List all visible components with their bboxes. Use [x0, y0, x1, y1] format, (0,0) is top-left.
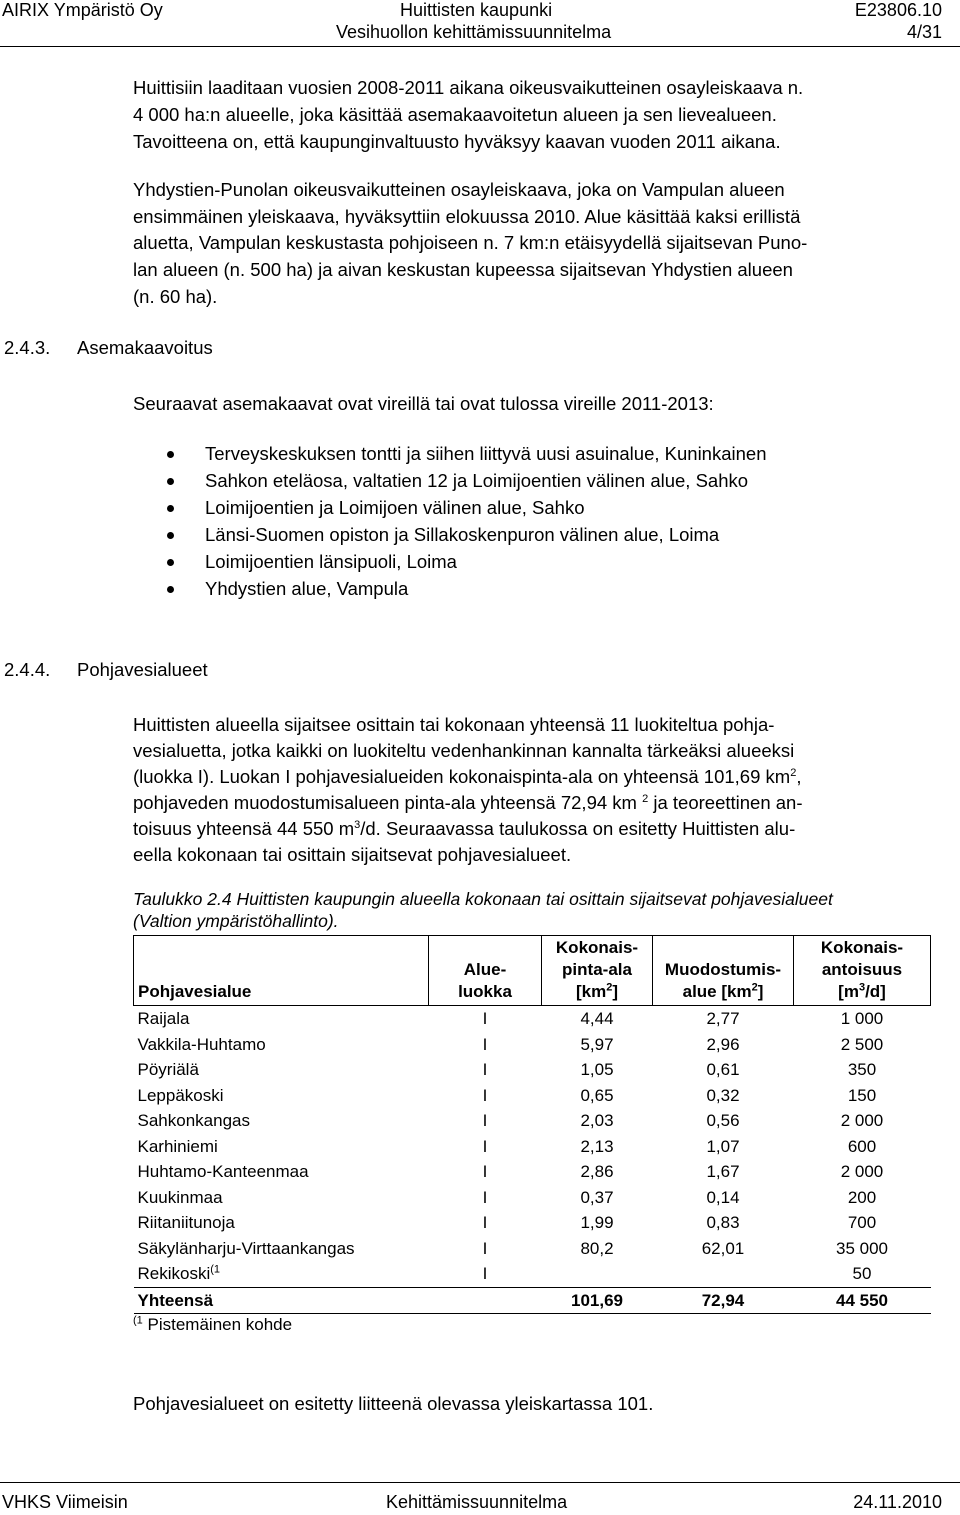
list-item [163, 521, 766, 548]
paragraph-line: aluetta, Vampulan keskustasta pohjoiseen n. 7 km:n etäisyydellä sijaitsevan Puno- [133, 232, 808, 253]
bullet-icon [167, 478, 174, 485]
section-244-title: Pohjavesialueet [77, 659, 208, 680]
table-row: Leppäkoski I 0,65 0,32 150 [137, 1085, 877, 1105]
footer-rule [0, 1482, 960, 1483]
list-item-text: Länsi-Suomen opiston ja Sillakoskenpuron välinen alue, Loima [205, 524, 720, 545]
table-row: Huhtamo-Kanteenmaa I 2,86 1,67 2 000 [137, 1162, 884, 1181]
list-item-text: Loimijoentien länsipuoli, Loima [205, 551, 457, 572]
header-right-line2: 4/31 [906, 22, 942, 42]
section-243-title: Asemakaavoitus [77, 337, 213, 358]
header-right-line1: E23806.10 [854, 0, 942, 20]
col-header-class: Alue- luokka [429, 936, 542, 1006]
closing-sentence: Pohjavesialueet on esitetty liitteenä olevassa yleiskartassa 101. [133, 1393, 654, 1414]
footer-center: Kehittämissuunnitelma [386, 1492, 568, 1512]
section-244-number: 2.4.4. [4, 659, 51, 680]
header-center-line1: Huittisten kaupunki [400, 0, 553, 20]
groundwater-table [133, 935, 931, 1314]
table-row: Vakkila-Huhtamo I 5,97 2,96 2 500 [137, 1034, 884, 1054]
paragraph-line: pohjaveden muodostumisalueen pinta-ala yhteensä 72,94 km $^2$ ja teoreettinen an- [133, 792, 803, 813]
paragraph-line: (luokka I). Luokan I pohjavesialueiden kokonaispinta-ala on yhteensä 101,69 $km^2$, [133, 766, 802, 787]
header-left: AIRIX Ympäristö Oy [2, 0, 163, 20]
list-item [163, 440, 766, 467]
paragraph-line: Huittisten alueella sijaitsee osittain tai kokonaan yhteensä 11 luokiteltua pohja- [133, 714, 775, 735]
col-header-formation: Muodostumis- alue $[km^2]$ [653, 936, 794, 1006]
list-item [163, 467, 766, 494]
col-header-name: Pohjavesialue [134, 936, 429, 1006]
table-total-row: Yhteensä 101,69 72,94 44 550 [134, 1287, 931, 1314]
table-row: Riitaniitunoja I 1,99 0,83 700 [137, 1213, 877, 1232]
bullet-icon [167, 586, 174, 593]
paragraph-line: ensimmäinen yleiskaava, hyväksyttiin elokuussa 2010. Alue käsittää kaksi erillistä [133, 206, 801, 227]
section-243-intro: Seuraavat asemakaavat ovat vireillä tai ovat tulossa vireille 2011-2013: [133, 393, 714, 414]
header-center-line2: Vesihuollon kehittämissuunnitelma [336, 22, 612, 42]
list-item-text: Loimijoentien ja Loimijoen välinen alue, Sahko [205, 497, 585, 518]
paragraph-line: vesialuetta, jotka kaikki on luokiteltu vedenhankinnan kannalta tärkeäksi alueeksi [133, 740, 795, 761]
table-caption-line2: (Valtion ympäristöhallinto). [133, 911, 339, 931]
paragraph-line: (n. 60 ha). [133, 286, 218, 307]
bullet-icon [167, 559, 174, 566]
table-row: Säkylänharju-Virttaankangas I 80,2 62,01 35 000 [137, 1238, 888, 1258]
list-item-text: Sahkon eteläosa, valtatien 12 ja Loimijoentien välinen alue, Sahko [205, 470, 749, 491]
table-row: Raijala I 4,44 2,77 1 000 [137, 1009, 884, 1028]
list-item [163, 494, 766, 521]
plan-list [163, 440, 766, 602]
table-caption [133, 888, 833, 932]
table-footnote: $^{(1}$ Pistemäinen kohde [133, 1314, 293, 1334]
paragraph-line: eella kokonaan tai osittain sijaitsevat pohjavesialueet. [133, 844, 572, 865]
intro-line: Huittisiin laaditaan vuosien 2008-2011 aikana oikeusvaikutteinen osayleiskaava n. [133, 77, 804, 98]
table-row: Kuukinmaa I 0,37 0,14 200 [137, 1187, 877, 1207]
footer-right: 24.11.2010 [853, 1492, 942, 1512]
paragraph-line: lan alueen (n. 500 ha) ja aivan keskustan kupeessa sijaitsevan Yhdystien alueen [133, 259, 793, 280]
col-header-yield: Kokonais- antoisuus $[m^3/d]$ [794, 936, 931, 1006]
bullet-icon [167, 532, 174, 539]
section-243-number: 2.4.3. [4, 337, 51, 358]
bullet-icon [167, 451, 174, 458]
paragraph-line: Yhdystien-Punolan oikeusvaikutteinen osayleiskaava, joka on Vampulan alueen [133, 179, 785, 200]
bullet-icon [167, 505, 174, 512]
intro-line: 4 000 ha:n alueelle, joka käsittää asemakaavoitetun alueen ja sen lievealueen. [133, 104, 777, 125]
list-item-text: Terveyskeskuksen tontti ja siihen liittyvä uusi asuinalue, Kuninkainen [205, 443, 767, 464]
table-row: Sahkonkangas I 2,03 0,56 2 000 [137, 1111, 884, 1130]
table-row: Rekikoski$^{(1}$ I 50 [137, 1263, 872, 1283]
intro-line: Tavoitteena on, että kaupunginvaltuusto hyväksyy kaavan vuoden 2011 aikana. [133, 131, 781, 152]
table-header-row [134, 936, 931, 1006]
header-rule [0, 46, 960, 47]
table-row: Karhiniemi I 2,13 1,07 600 [137, 1136, 877, 1156]
col-header-area: Kokonais- pinta-ala $[km^2]$ [542, 936, 653, 1006]
list-item [163, 548, 766, 575]
footer-left: VHKS Viimeisin [2, 1492, 128, 1512]
list-item-text: Yhdystien alue, Vampula [205, 578, 409, 599]
table-caption-line1: Taulukko 2.4 Huittisten kaupungin alueella kokonaan tai osittain sijaitsevat pohjavesialueet [133, 889, 833, 909]
list-item [163, 575, 766, 602]
paragraph-line: toisuus yhteensä 44 550 $m^3/d$. Seuraavassa taulukossa on esitetty Huittisten alu- [133, 818, 796, 839]
table-row: Pöyriälä I 1,05 0,61 350 [137, 1060, 877, 1079]
